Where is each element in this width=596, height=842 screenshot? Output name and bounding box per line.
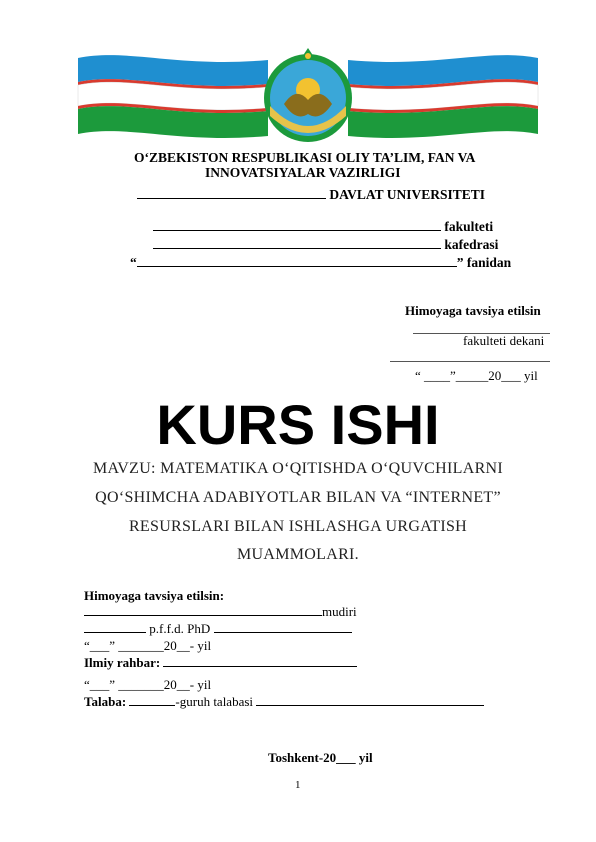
university-label: DAVLAT UNIVERSITETI — [329, 187, 486, 202]
subject-name-blank[interactable] — [137, 255, 457, 267]
topic-line-3: RESURSLARI BILAN ISHLASHGA URGATISH — [128, 518, 468, 535]
topic-line-1: MAVZU: MATEMATIKA O‘QITISHDA O‘QUVCHILARNI — [92, 460, 504, 477]
approval-date: “ ____”_____20___ yil — [415, 368, 538, 383]
ministry-line-2: INNOVATSIYALAR VAZIRLIGI — [205, 165, 401, 180]
degree-prefix-blank[interactable] — [84, 621, 146, 633]
faculty-label: fakulteti — [444, 219, 494, 234]
right-flag-icon — [348, 55, 538, 138]
degree-name-blank[interactable] — [214, 621, 352, 633]
document-title: KURS ISHI — [156, 393, 440, 456]
city-year: Toshkent-20___ yil — [268, 750, 373, 765]
supervisor-label: Ilmiy rahbar: — [84, 655, 161, 670]
department-line — [153, 237, 498, 253]
topic-line-2: QO‘SHIMCHA ADABIYOTLAR BILAN VA “INTERNET” — [95, 489, 501, 506]
ministry-line-1: O‘ZBEKISTON RESPUBLIKASI OLIY TA’LIM, FAN VA — [134, 150, 476, 165]
dean-label: fakulteti dekani — [463, 333, 545, 348]
student-label: Talaba: — [84, 694, 127, 709]
subject-open-quote: “ — [130, 255, 137, 270]
group-label: -guruh talabasi — [175, 694, 254, 709]
date-line-1: “___” _______20__- yil — [84, 638, 212, 653]
student-name-blank[interactable] — [256, 694, 484, 706]
date-line-2: “___” _______20__- yil — [84, 677, 212, 692]
approval-title: Himoyaga tavsiya etilsin — [405, 303, 541, 318]
subject-label: ” fanidan — [456, 255, 512, 270]
faculty-name-blank[interactable] — [153, 219, 441, 231]
page-number: 1 — [295, 779, 301, 791]
department-label: kafedrasi — [444, 237, 499, 252]
topic-line-4: MUAMMOLARI. — [237, 546, 359, 563]
student-line — [84, 694, 484, 710]
state-emblem-with-flags — [68, 46, 548, 150]
degree-label: p.f.f.d. PhD — [149, 621, 211, 636]
recommend-label: Himoyaga tavsiya etilsin: — [84, 588, 225, 603]
university-line — [137, 187, 485, 203]
left-flag-icon — [78, 55, 268, 138]
subject-line — [130, 255, 511, 271]
dean-signature-blank[interactable] — [390, 350, 550, 362]
university-name-blank[interactable] — [137, 187, 326, 199]
head-name-blank[interactable] — [84, 604, 322, 616]
supervisor-line — [84, 655, 357, 671]
supervisor-name-blank[interactable] — [163, 655, 357, 667]
department-name-blank[interactable] — [153, 237, 441, 249]
coat-of-arms-icon — [264, 48, 352, 142]
head-line — [84, 604, 357, 620]
faculty-line — [153, 219, 493, 235]
dean-signature-line — [390, 350, 550, 366]
head-label: mudiri — [322, 604, 357, 619]
group-number-blank[interactable] — [129, 694, 175, 706]
degree-line — [84, 621, 352, 637]
